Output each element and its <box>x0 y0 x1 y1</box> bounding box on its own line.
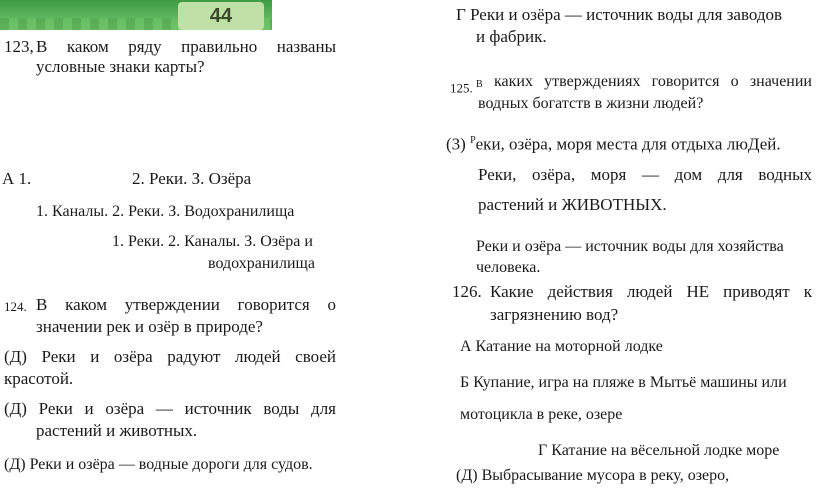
answer-waterways: (Д) Реки и озёра — водные дороги для судов. <box>4 456 313 473</box>
page-number: 44 <box>178 2 264 30</box>
option-g-rowboat: Г Катание на вёсельной лодке море <box>538 442 780 459</box>
question-126-line2: загрязнению вод? <box>490 305 619 324</box>
option-g-factories-line2: и фабрик. <box>476 27 547 46</box>
answer-beauty-line1: (Д) Реки и озёра радуют людей своей <box>4 347 336 366</box>
answer-beauty-line2: красотой. <box>4 369 74 388</box>
question-126-line1: Какие действия людей НЕ приводят к <box>490 282 812 301</box>
option-c-line2: водохранилища <box>208 255 315 272</box>
option-d-trash: (Д) Выбрасывание мусора в реку, озеро, <box>456 467 730 484</box>
option-b-swimming-line2: мотоцикла в реке, озере <box>460 406 623 423</box>
option-a-text: 2. Реки. З. Озёра <box>132 169 252 188</box>
answer-economy-line1: Реки и озёра — источник воды для хозяйства <box>476 238 784 255</box>
option-b-swimming-line1: Б Купание, игра на пляже в Мытьё машины или <box>460 374 787 391</box>
option-a-motorboat: А Катание на моторной лодке <box>460 338 663 355</box>
option-a-prefix: А 1. <box>2 169 32 188</box>
option-c-line1: 1. Реки. 2. Каналы. З. Озёра и <box>112 233 313 250</box>
question-123-number: 123, <box>4 37 34 56</box>
answer-3-recreation: (3) $^Р$еки, озёра, моря места для отдыха люДей. <box>446 134 781 154</box>
question-126-number: 126. <box>452 282 482 301</box>
answer-home-line2: растений и ЖИВОТНЫХ. <box>478 195 667 214</box>
answer-economy-line2: человека. <box>476 259 541 276</box>
question-125-number: 125. $^В$ <box>450 79 483 96</box>
question-124-line1: В каком утверждении говорится о <box>36 295 336 314</box>
question-124-line2: значении рек и озёр в природе? <box>36 317 263 336</box>
question-125-sup: В <box>476 79 483 90</box>
page-header-banner <box>0 0 272 30</box>
answer-water-source-line1: (Д) Реки и озёра — источник воды для <box>4 399 336 418</box>
question-124-number: 124. <box>4 299 27 314</box>
question-125-line2: водных богатств в жизни людей? <box>478 95 704 112</box>
question-125-line1: каких утверждениях говорится о значении <box>494 73 812 90</box>
answer-water-source-line2: растений и животных. <box>36 421 198 440</box>
question-123-line1: В каком ряду правильно названы <box>36 37 336 56</box>
option-g-factories-line1: Г Реки и озёра — источник воды для заводов <box>456 5 783 24</box>
question-123-line2: условные знаки карты? <box>36 57 205 76</box>
answer-home-line1: Реки, озёра, моря — дом для водных <box>478 165 812 184</box>
option-b-text: 1. Каналы. 2. Реки. З. Водохранилища <box>36 203 295 220</box>
